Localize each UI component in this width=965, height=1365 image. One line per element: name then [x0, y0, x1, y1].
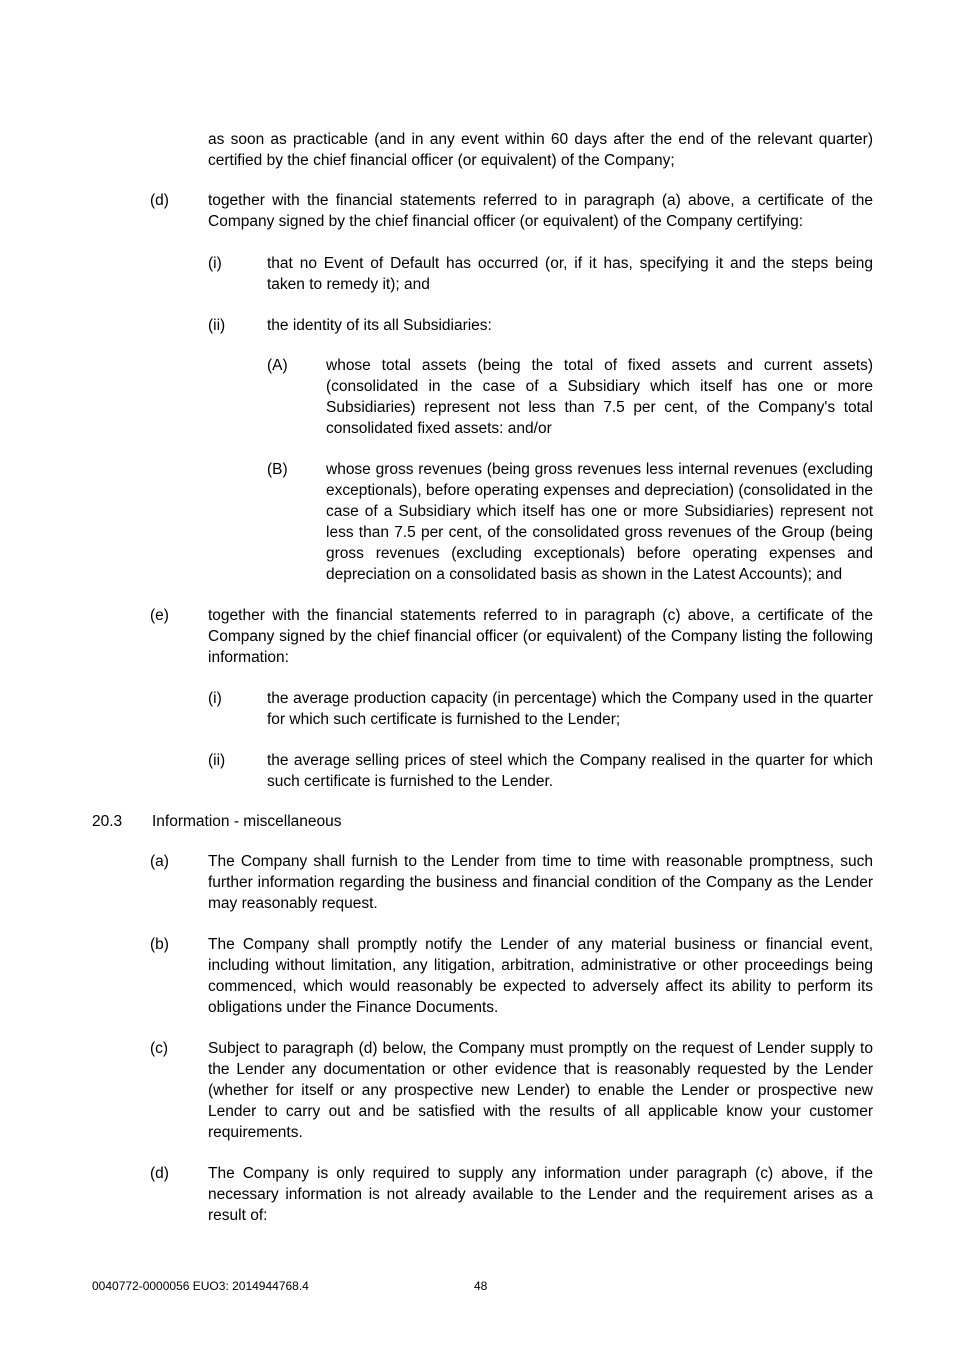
section-paragraph-d-label: (d)	[150, 1165, 169, 1182]
footer-document-reference: 0040772-0000056 EUO3: 2014944768.4	[92, 1279, 309, 1293]
section-paragraph-a-text: The Company shall furnish to the Lender from time to time with reasonable promptness, such further information regarding the business and financial condition of the Company as the Lender may reasonably request.	[208, 853, 873, 912]
paragraph-d-ii-text: the identity of its all Subsidiaries:	[267, 317, 492, 334]
continuation-paragraph: as soon as practicable (and in any event within 60 days after the end of the relevant quarter) certified by the chief financial officer (or equivalent) of the Company;	[208, 131, 873, 169]
paragraph-e-ii-label: (ii)	[208, 752, 226, 769]
paragraph-e-i-text: the average production capacity (in percentage) which the Company used in the quarter for which such certificate is furnished to the Lender;	[267, 690, 873, 728]
paragraph-e-label: (e)	[150, 607, 169, 624]
section-number: 20.3	[92, 813, 123, 830]
paragraph-d-i-label: (i)	[208, 255, 222, 272]
paragraph-d-A-text: whose total assets (being the total of fixed assets and current assets) (consolidated in the case of a Subsidiary which itself has one or more Subsidiaries) represent not less than 7.5 per cent, of the Company's total consolidated fixed assets: and/or	[326, 357, 873, 437]
paragraph-d-B-text: whose gross revenues (being gross revenues less internal revenues (excluding exceptionals), before operating expenses and depreciation) (consolidated in the case of a Subsidiary which itself has one or more Subsidiaries) represent not less than 7.5 per cent, of the consolidated gross revenues of the Group (being gross revenues (excluding exceptionals) before operating expenses and depreciation on a consolidated basis as shown in the Latest Accounts); and	[326, 461, 873, 583]
paragraph-e-i-label: (i)	[208, 690, 222, 707]
paragraph-d-i-text: that no Event of Default has occurred (or, if it has, specifying it and the steps being taken to remedy it); and	[267, 255, 873, 293]
section-paragraph-b-text: The Company shall promptly notify the Lender of any material business or financial event, including without limitation, any litigation, arbitration, administrative or other proceedings being commenced, which would reasonably be expected to adversely affect its ability to perform its obligations under the Finance Documents.	[208, 936, 873, 1016]
paragraph-d-text: together with the financial statements referred to in paragraph (a) above, a certificate of the Company signed by the chief financial officer (or equivalent) of the Company certifying:	[208, 192, 873, 230]
paragraph-d-ii-label: (ii)	[208, 317, 226, 334]
footer-page-number: 48	[474, 1279, 488, 1293]
section-title: Information - miscellaneous	[152, 813, 342, 830]
section-paragraph-a-label: (a)	[150, 853, 169, 870]
paragraph-e-text: together with the financial statements referred to in paragraph (c) above, a certificate of the Company signed by the chief financial officer (or equivalent) of the Company listing the following information:	[208, 607, 873, 666]
section-paragraph-d-text: The Company is only required to supply any information under paragraph (c) above, if the necessary information is not already available to the Lender and the requirement arises as a result of:	[208, 1165, 873, 1224]
paragraph-d-A-label: (A)	[267, 357, 288, 374]
section-paragraph-c-label: (c)	[150, 1040, 169, 1057]
paragraph-d-B-label: (B)	[267, 461, 288, 478]
section-paragraph-b-label: (b)	[150, 936, 169, 953]
paragraph-d-label: (d)	[150, 192, 169, 209]
paragraph-e-ii-text: the average selling prices of steel which the Company realised in the quarter for which such certificate is furnished to the Lender.	[267, 752, 873, 790]
section-paragraph-c-text: Subject to paragraph (d) below, the Company must promptly on the request of Lender supply to the Lender any documentation or other evidence that is reasonably requested by the Lender (whether for itself or any prospective new Lender) to enable the Lender or prospective new Lender to carry out and be satisfied with the results of all applicable know your customer requirements.	[208, 1040, 873, 1141]
